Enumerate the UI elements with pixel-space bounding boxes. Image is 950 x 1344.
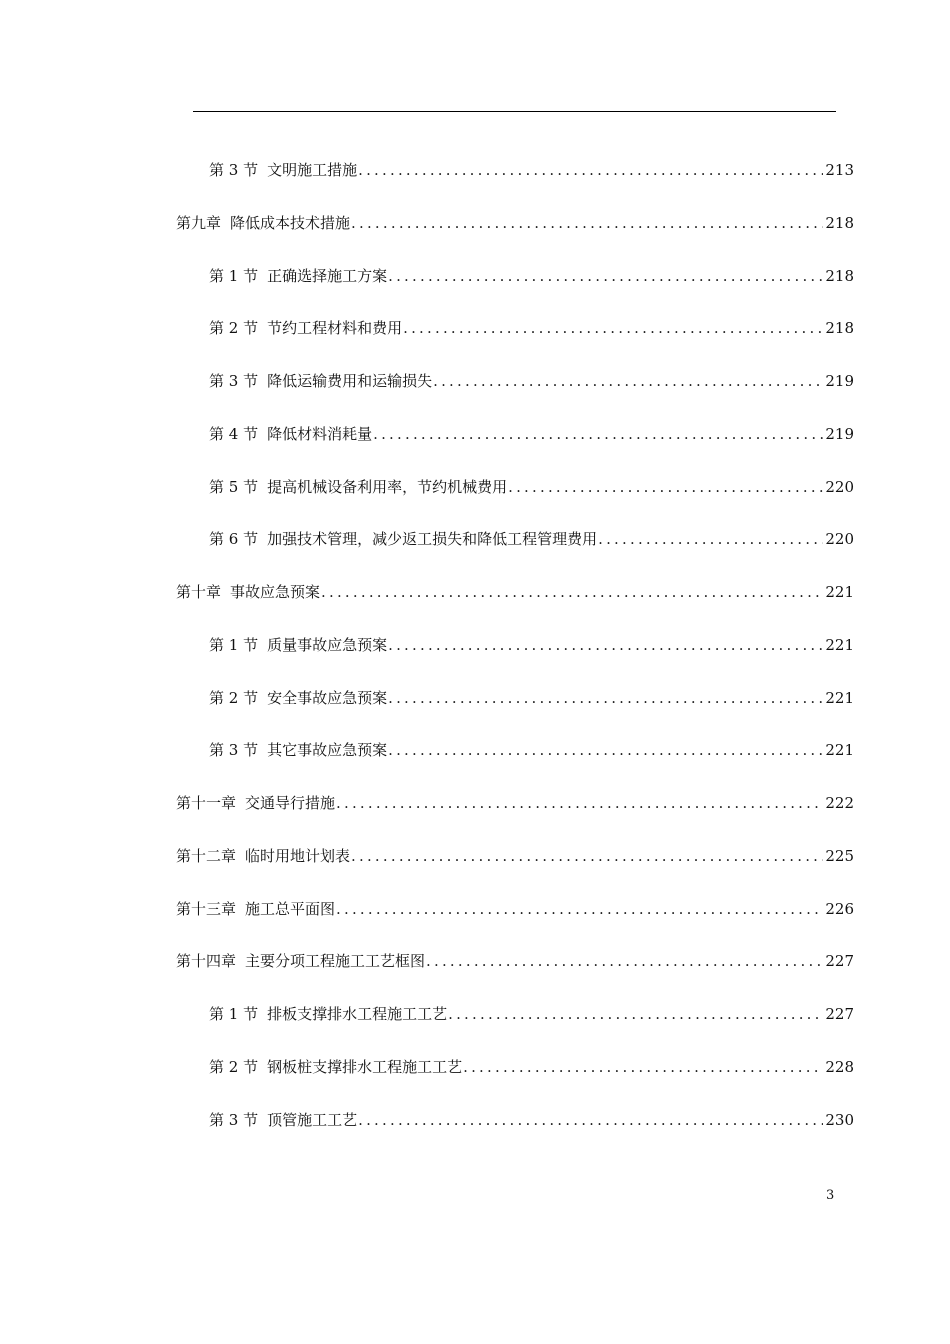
toc-entry-number: 第十三章: [176, 900, 237, 918]
toc-entry-number: 第 2 节: [209, 319, 259, 337]
toc-entry-number: 第 3 节: [209, 161, 259, 179]
toc-entry-title: 降低成本技术措施: [230, 214, 351, 232]
toc-entry-page: 230: [825, 1111, 854, 1129]
toc-entry-number: 第十四章: [176, 952, 237, 970]
toc-leader-dots: [388, 687, 823, 709]
toc-entry-page: 218: [825, 267, 854, 285]
toc-entry-number: 第十章: [176, 583, 222, 601]
toc-entry-page: 221: [825, 741, 854, 759]
toc-entry-page: 222: [825, 794, 854, 812]
toc-leader-dots: [321, 581, 823, 603]
toc-entry-page: 220: [825, 478, 854, 496]
toc-leader-dots: [403, 317, 823, 339]
toc-entry-title: 顶管施工工艺: [267, 1111, 358, 1129]
toc-entry-page: 225: [825, 847, 854, 865]
toc-entry-title: 主要分项工程施工工艺框图: [245, 952, 426, 970]
toc-entry-page: 219: [825, 425, 854, 443]
toc-entry[interactable]: [176, 212, 854, 234]
toc-leader-dots: [351, 212, 823, 234]
toc-entry-number: 第九章: [176, 214, 222, 232]
toc-entry[interactable]: [209, 687, 854, 709]
toc-leader-dots: [598, 528, 823, 550]
toc-entry-title: 其它事故应急预案: [267, 741, 388, 759]
toc-entry-title: 加强技术管理，减少返工损失和降低工程管理费用: [267, 530, 598, 548]
toc-entry[interactable]: [209, 528, 854, 550]
toc-entry-title: 质量事故应急预案: [267, 636, 388, 654]
toc-entry[interactable]: [209, 1056, 854, 1078]
toc-entry-number: 第 5 节: [209, 478, 259, 496]
toc-leader-dots: [388, 634, 823, 656]
toc-entry[interactable]: [209, 265, 854, 287]
toc-entry[interactable]: [209, 317, 854, 339]
toc-entry-title: 节约工程材料和费用: [267, 319, 403, 337]
toc-entry-page: 226: [825, 900, 854, 918]
toc-entry-number: 第 1 节: [209, 636, 259, 654]
toc-entry-title: 降低运输费用和运输损失: [267, 372, 433, 390]
page-number: 3: [826, 1188, 835, 1203]
toc-entry-page: 221: [825, 636, 854, 654]
toc-entry-title: 降低材料消耗量: [267, 425, 373, 443]
toc-entry[interactable]: [209, 1003, 854, 1025]
toc-entry-number: 第 2 节: [209, 1058, 259, 1076]
toc-entry-number: 第十一章: [176, 794, 237, 812]
toc-entry-title: 安全事故应急预案: [267, 689, 388, 707]
toc-entry-number: 第 2 节: [209, 689, 259, 707]
toc-entry-number: 第 1 节: [209, 1005, 259, 1023]
toc-entry-number: 第 3 节: [209, 372, 259, 390]
toc-entry[interactable]: [209, 159, 854, 181]
toc-entry-page: 219: [825, 372, 854, 390]
toc-entry-number: 第 6 节: [209, 530, 259, 548]
toc-entry-number: 第 3 节: [209, 1111, 259, 1129]
toc-entry-number: 第 3 节: [209, 741, 259, 759]
toc-leader-dots: [358, 159, 823, 181]
toc-entry[interactable]: [209, 634, 854, 656]
toc-entry-title: 钢板桩支撑排水工程施工工艺: [267, 1058, 463, 1076]
toc-entry-page: 218: [825, 214, 854, 232]
toc-entry-page: 213: [825, 161, 854, 179]
toc-entry[interactable]: [176, 581, 854, 603]
toc-entry-page: 218: [825, 319, 854, 337]
toc-leader-dots: [463, 1056, 823, 1078]
toc-leader-dots: [351, 845, 823, 867]
toc-entry-title: 提高机械设备利用率，节约机械费用: [267, 478, 508, 496]
toc-entry[interactable]: [176, 898, 854, 920]
toc-entry-number: 第十二章: [176, 847, 237, 865]
toc-entry-page: 220: [825, 530, 854, 548]
toc-leader-dots: [433, 370, 823, 392]
toc-entry-page: 228: [825, 1058, 854, 1076]
toc-leader-dots: [508, 476, 823, 498]
toc-entry-title: 事故应急预案: [230, 583, 321, 601]
toc-leader-dots: [426, 950, 823, 972]
toc-entry-title: 施工总平面图: [245, 900, 336, 918]
toc-entry-title: 临时用地计划表: [245, 847, 351, 865]
toc-entry-page: 227: [825, 952, 854, 970]
toc-leader-dots: [388, 265, 823, 287]
toc-entry[interactable]: [176, 845, 854, 867]
toc-entry-page: 227: [825, 1005, 854, 1023]
toc-leader-dots: [358, 1109, 823, 1131]
toc-entry[interactable]: [176, 950, 854, 972]
toc-entry-title: 文明施工措施: [267, 161, 358, 179]
toc-leader-dots: [336, 898, 823, 920]
toc-entry[interactable]: [209, 423, 854, 445]
toc-entry-number: 第 4 节: [209, 425, 259, 443]
toc-leader-dots: [336, 792, 823, 814]
toc-leader-dots: [448, 1003, 823, 1025]
toc-entry-title: 排板支撑排水工程施工工艺: [267, 1005, 448, 1023]
toc-entry-title: 交通导行措施: [245, 794, 336, 812]
toc-entry[interactable]: [176, 792, 854, 814]
toc-entry-number: 第 1 节: [209, 267, 259, 285]
toc-entry[interactable]: [209, 370, 854, 392]
toc-entry[interactable]: [209, 739, 854, 761]
toc-entry-page: 221: [825, 583, 854, 601]
toc-entry-title: 正确选择施工方案: [267, 267, 388, 285]
toc-leader-dots: [388, 739, 823, 761]
toc-entry[interactable]: [209, 476, 854, 498]
toc-entry-page: 221: [825, 689, 854, 707]
toc-entry[interactable]: [209, 1109, 854, 1131]
toc-leader-dots: [373, 423, 823, 445]
